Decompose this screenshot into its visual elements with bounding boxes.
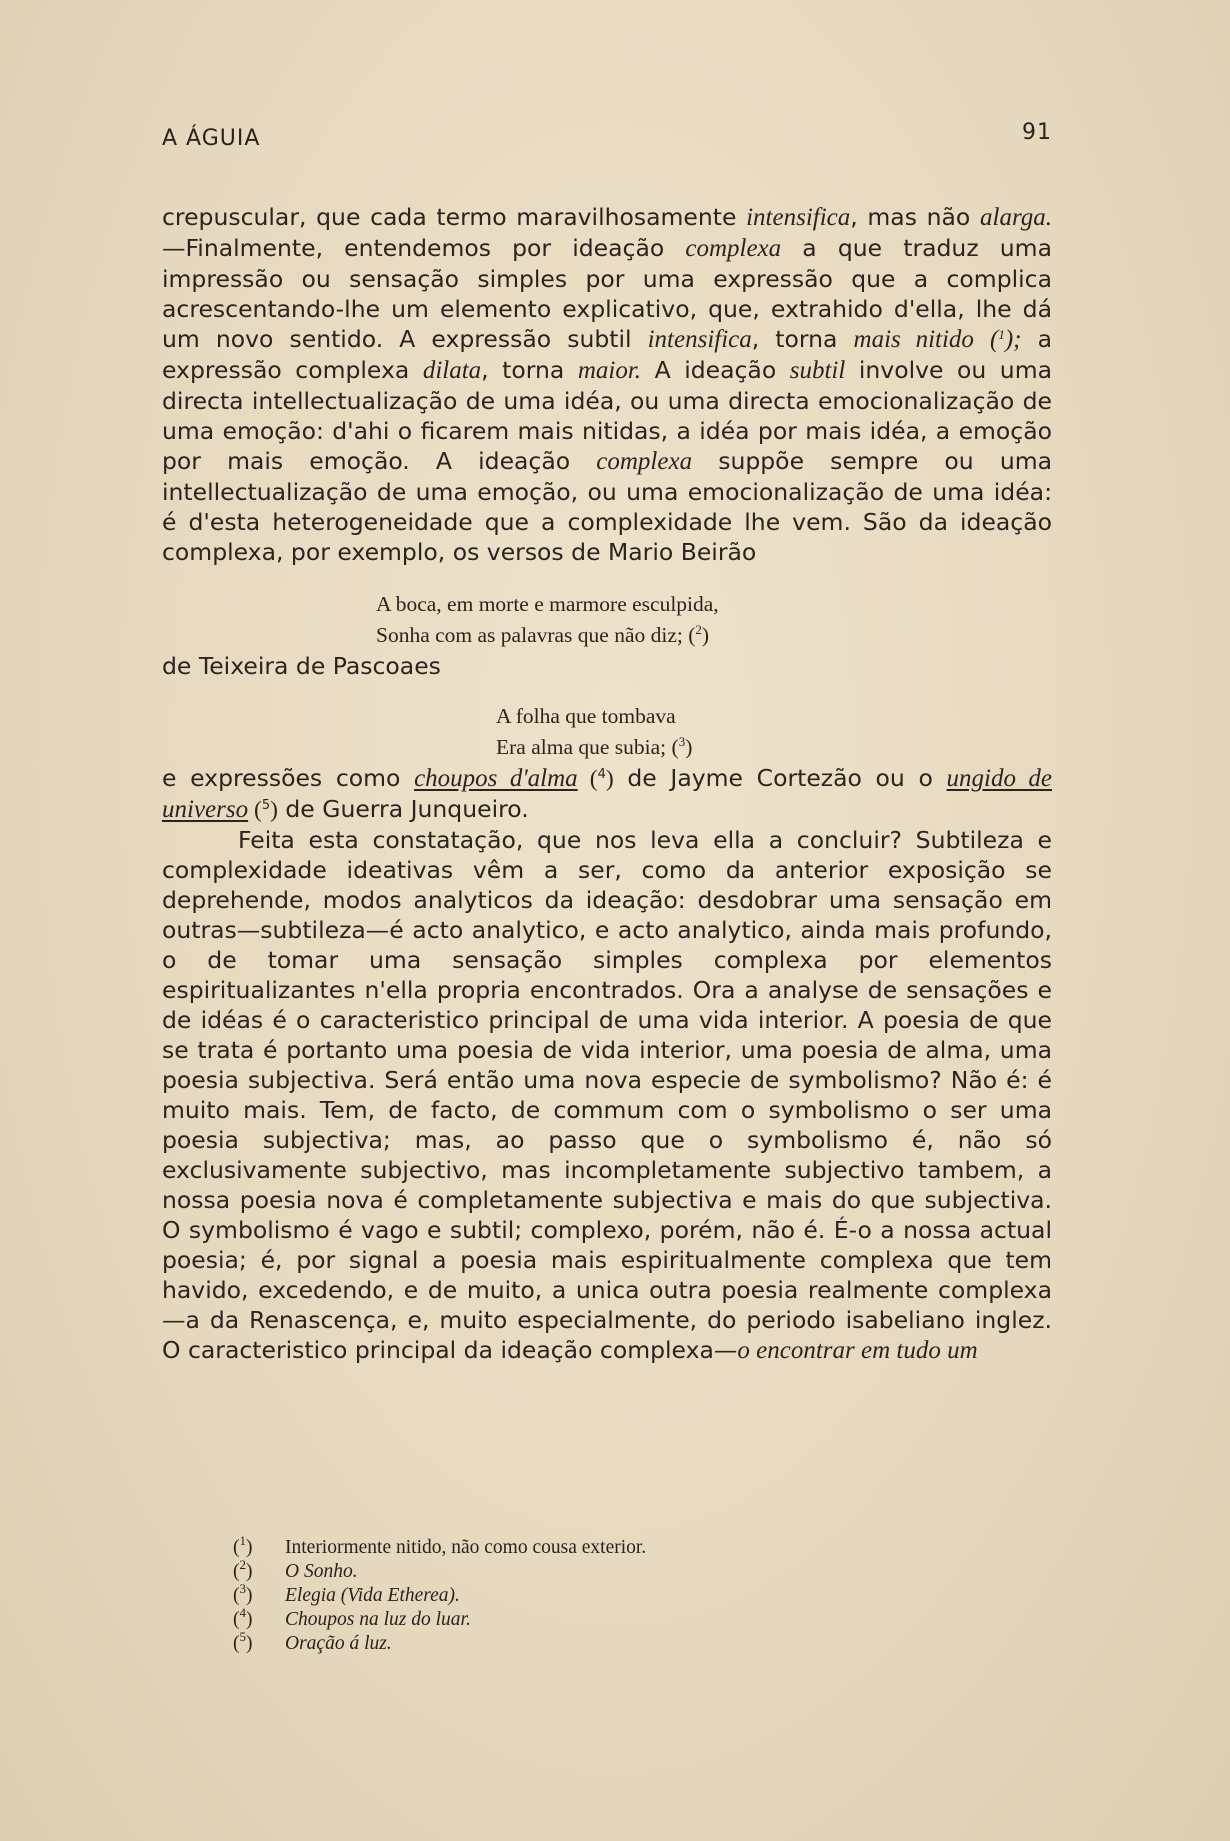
fn-number: 3 bbox=[678, 734, 686, 749]
fn-paren: ( bbox=[233, 1537, 240, 1558]
italic-run: complexa bbox=[596, 448, 693, 475]
italic-run: ungido de universo bbox=[162, 765, 1053, 823]
main-text bbox=[162, 202, 1052, 1366]
footnote-text: O Sonho. bbox=[285, 1561, 358, 1582]
footnote-5 bbox=[233, 1629, 933, 1656]
text-run: e expressões como bbox=[162, 764, 415, 792]
fn-number: 2 bbox=[695, 622, 702, 637]
text-run: crepuscular, que cada termo maravilhosamente bbox=[162, 203, 747, 231]
fn-paren: ( bbox=[248, 797, 262, 823]
fn-paren: ) bbox=[246, 1537, 253, 1558]
page-number: 91 bbox=[1022, 120, 1052, 145]
fn-paren: ( bbox=[990, 326, 999, 353]
footnote-4 bbox=[233, 1605, 933, 1632]
fn-paren: ( bbox=[233, 1609, 240, 1630]
text-run: , torna bbox=[751, 325, 854, 353]
italic-run: alarga. bbox=[980, 204, 1052, 231]
fn-number: 5 bbox=[239, 1629, 246, 1644]
verse-line: A boca, em morte e marmore esculpida, bbox=[376, 592, 719, 616]
fn-paren: ( bbox=[577, 766, 598, 792]
text-run: , torna bbox=[481, 356, 578, 384]
footnote-1 bbox=[233, 1533, 933, 1560]
verse-line: A folha que tombava bbox=[496, 704, 676, 728]
footnote-3 bbox=[233, 1581, 933, 1608]
footnote-mark bbox=[233, 1629, 285, 1656]
text-run: de Guerra Junqueiro. bbox=[277, 795, 529, 823]
verse-line-text: Era alma que subia; ( bbox=[496, 735, 679, 759]
italic-run: intensifica bbox=[647, 326, 752, 353]
verse-quote-pascoaes bbox=[496, 701, 1052, 763]
text-run: A ideação bbox=[641, 356, 790, 384]
italic-run: subtil bbox=[789, 357, 846, 384]
footnote-ref-1 bbox=[990, 326, 1021, 353]
footnote-text: Oração á luz. bbox=[285, 1633, 392, 1654]
fn-number: 5 bbox=[261, 798, 271, 813]
fn-number: 4 bbox=[239, 1605, 246, 1620]
italic-run: choupos d'alma bbox=[414, 765, 578, 792]
italic-run: mais nitido bbox=[853, 326, 974, 353]
fn-paren: ) bbox=[701, 623, 710, 647]
paragraph-3 bbox=[162, 825, 1052, 1366]
text-run: , mas não bbox=[850, 203, 980, 231]
fn-paren: ( bbox=[233, 1561, 240, 1582]
fn-paren: ) bbox=[605, 766, 614, 792]
footnotes bbox=[233, 1533, 933, 1656]
fn-paren: ) bbox=[270, 797, 278, 823]
italic-run: maior. bbox=[577, 357, 642, 384]
paragraph-1 bbox=[162, 202, 1052, 567]
fn-number: 1 bbox=[998, 327, 1005, 342]
footnote-2 bbox=[233, 1557, 933, 1584]
journal-title: A ÁGUIA bbox=[162, 126, 261, 151]
fn-paren: ) bbox=[246, 1633, 253, 1654]
verse-line-text: Sonha com as palavras que não diz; ( bbox=[376, 623, 696, 647]
fn-number: 2 bbox=[239, 1557, 246, 1572]
text-run: a que traduz uma impressão ou sensação simples por uma expressão que a complica acrescentando-lhe um elemento explicativo, que, extrahido d'ella, lhe dá um novo sentido. A expressão subtil bbox=[162, 234, 1052, 353]
text-run: —Finalmente, entendemos por ideação bbox=[162, 234, 686, 262]
text-run: suppõe sempre ou uma intellectualização de uma emoção, ou uma emocionalização de uma idéa: é d'esta heterogeneidade que a complexidade lhe vem. São da ideação complexa, por exemplo, os versos de Mario Beirão bbox=[162, 447, 1053, 566]
fn-number: 4 bbox=[597, 767, 606, 782]
text-run: involve ou uma directa intellectualização de uma idéa, ou uma directa emocionalização de uma emoção: d'ahi o ficarem mais nitidas, a idéa por mais idéa, a emoção por mais emoção. A ideação bbox=[162, 356, 1052, 475]
fn-paren: ) bbox=[685, 735, 693, 759]
verse-quote-beirao bbox=[376, 589, 1052, 651]
italic-run: complexa bbox=[685, 235, 782, 262]
fn-paren: ( bbox=[233, 1585, 240, 1606]
fn-paren: ); bbox=[1004, 326, 1022, 353]
text-run: Feita esta constatação, que nos leva ella a concluir? Subtileza e complexidade ideativas vêm a ser, como da anterior exposição se deprehende, modos analyticos da ideação: desdobrar uma sensação em outras—subtileza—é acto analytico, e acto analytico, ainda mais profundo, o de tomar uma sensação simples complexa por elementos espiritualizantes n'ella propria encontrados. Ora a analyse de sensações e de idéas é o caracteristico principal de uma vida interior. A poesia de que se trata é portanto uma poesia de vida interior, uma poesia de alma, uma poesia subjectiva. Será então uma nova especie de symbolismo? Não é: é muito mais. Tem, de facto, de commum com o symbolismo o ser uma poesia subjectiva; mas, ao passo que o symbolismo é, não só exclusivamente subjectivo, mas incompletamente subjectivo tambem, a nossa poesia nova é completamente subjectiva e mais do que subjectiva. O symbolismo é vago e subtil; complexo, porém, não é. É-o a nossa actual poesia; é, por signal a poesia mais espiritualmente complexa que tem havido, excedendo, e de muito, a unica outra poesia realmente complexa—a da Renascença, e, muito especialmente, do periodo isabeliano inglez. O caracteristico principal da ideação complexa— bbox=[162, 826, 1052, 1364]
fn-number: 3 bbox=[239, 1581, 246, 1596]
italic-run: o encontrar em tudo um bbox=[737, 1337, 978, 1364]
paragraph-2 bbox=[162, 763, 1052, 825]
fn-paren: ) bbox=[246, 1585, 253, 1606]
fn-paren: ( bbox=[233, 1633, 240, 1654]
verse-line bbox=[376, 620, 1052, 651]
fn-paren: ) bbox=[246, 1609, 253, 1630]
verse-line bbox=[496, 732, 1052, 763]
italic-run: intensifica bbox=[746, 204, 851, 231]
footnote-text: Choupos na luz do luar. bbox=[285, 1609, 471, 1630]
running-header bbox=[162, 120, 1052, 154]
author-lead: de Teixeira de Pascoaes bbox=[162, 652, 441, 680]
fn-paren: ) bbox=[246, 1561, 253, 1582]
italic-run: dilata bbox=[422, 357, 482, 384]
text-run: a expressão complexa bbox=[162, 325, 1052, 384]
footnote-text: Interiormente nitido, não como cousa exterior. bbox=[285, 1537, 647, 1558]
fn-number: 1 bbox=[239, 1533, 246, 1548]
text-run: de Jayme Cortezão ou o bbox=[613, 764, 947, 792]
footnote-text: Elegia (Vida Etherea). bbox=[285, 1585, 460, 1606]
